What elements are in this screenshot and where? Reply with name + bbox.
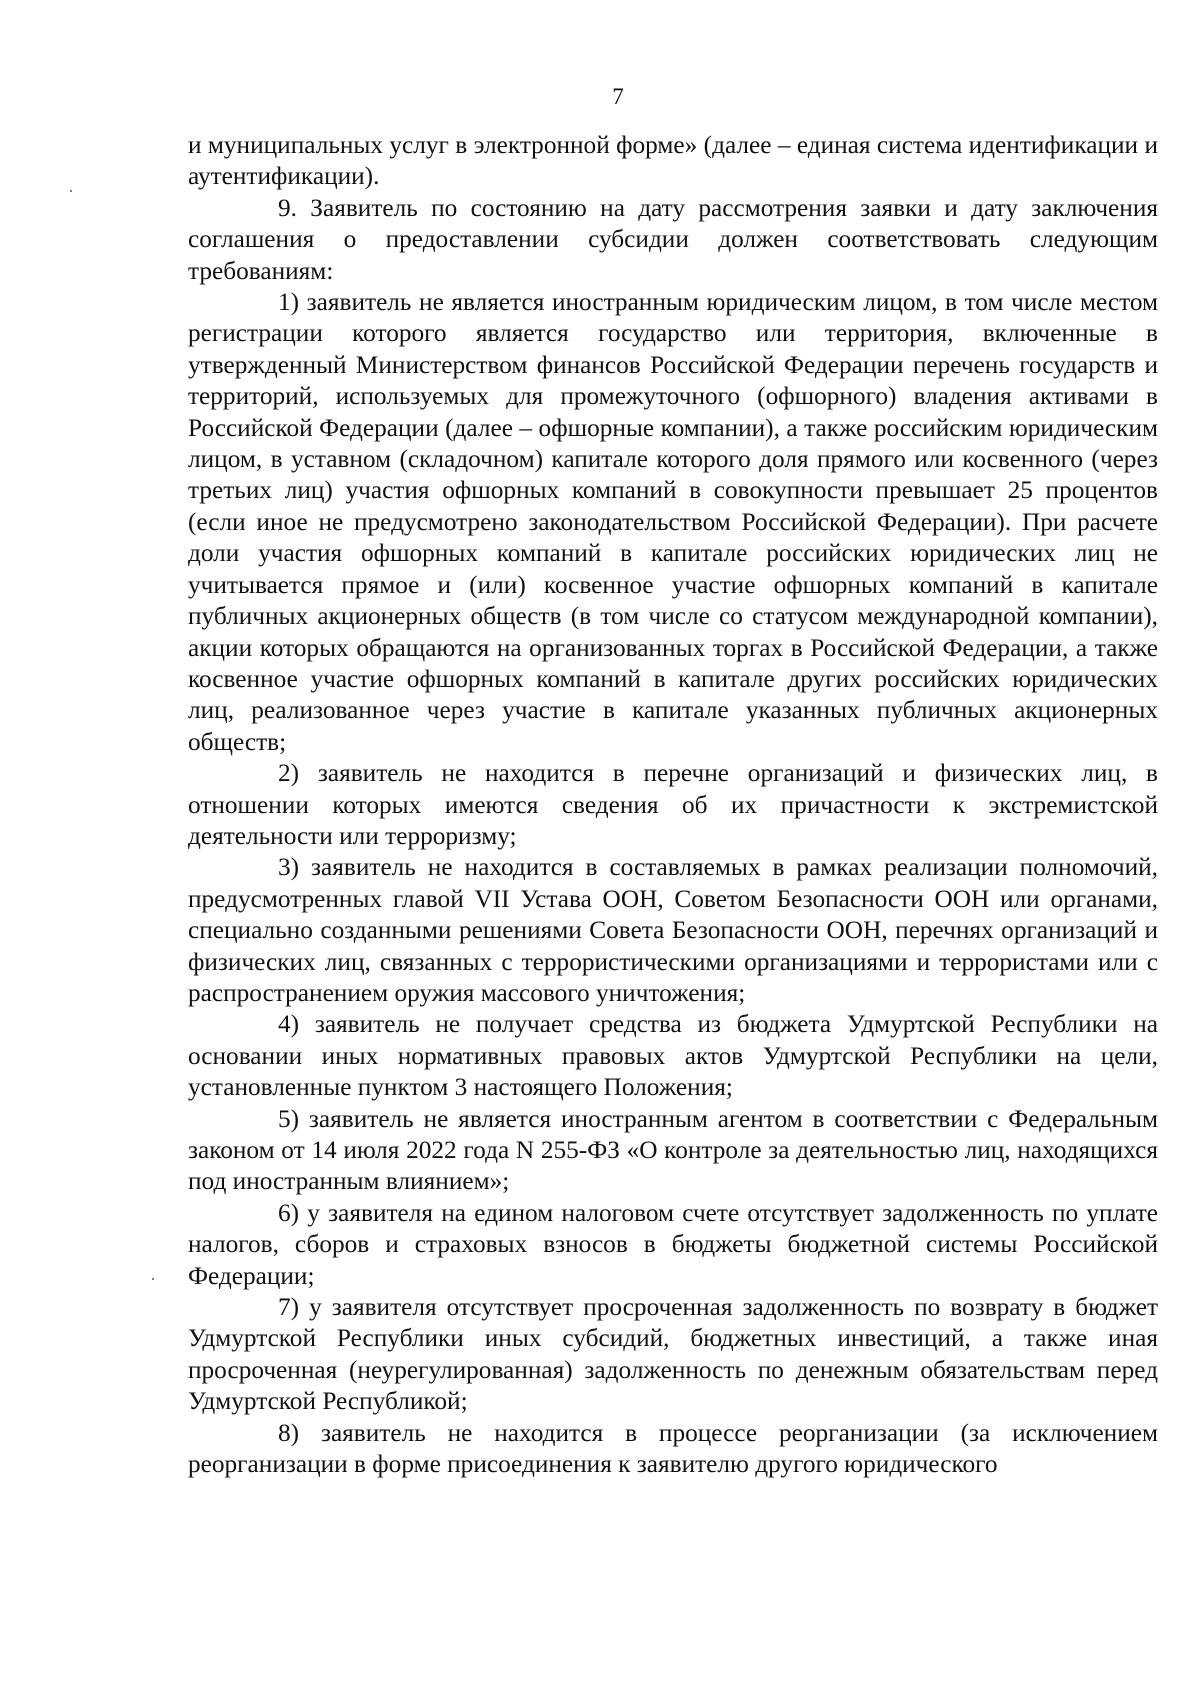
paragraph: 6) у заявителя на едином налоговом счете отсутствует задолженность по уплате налогов, сборов и страховых взносов в бюджеты бюджетной системы Российской Федерации;: [188, 1198, 1158, 1290]
paragraph: и муниципальных услуг в электронной форме» (далее – единая система идентификации и аутентификации).: [188, 131, 1158, 191]
paragraph: 4) заявитель не получает средства из бюджета Удмуртской Республики на основании иных нормативных правовых актов Удмуртской Республики на цели, установленные пунктом 3 настоящего Положения;: [188, 1010, 1158, 1102]
page-number: 7: [612, 84, 624, 109]
paragraph: 3) заявитель не находится в составляемых в рамках реализации полномочий, предусмотренных главой VII Устава ООН, Советом Безопасности ООН или органами, специально созданными решениями Совета Безопасности ООН, перечнях организаций и физических лиц, связанных с террористическими организациями и террористами или с распространением оружия массового уничтожения;: [188, 853, 1158, 1007]
paragraph: 7) у заявителя отсутствует просроченная задолженность по возврату в бюджет Удмуртской Республики иных субсидий, бюджетных инвестиций, а также иная просроченная (неурегулированная) задолженность по денежным обязательствам перед Удмуртской Республикой;: [188, 1293, 1158, 1416]
paragraph: 8) заявитель не находится в процессе реорганизации (за исключением реорганизации в форме присоединения к заявителю другого юридического: [188, 1418, 1158, 1479]
scan-speck: [70, 190, 72, 192]
paragraph: 9. Заявитель по состоянию на дату рассмотрения заявки и дату заключения соглашения о предоставлении субсидии должен соответствовать следующим требованиям:: [188, 193, 1158, 285]
paragraph: 1) заявитель не является иностранным юридическим лицом, в том числе местом регистрации которого является государство или территория, включенные в утвержденный Министерством финансов Российской Федерации перечень государств и территорий, используемых для промежуточного (офшорного) владения активами в Российской Федерации (далее – офшорные компании), а также российским юридическим лицом, в уставном (складочном) капитале которого доля прямого или косвенного (через третьих лиц) участия офшорных компаний в совокупности превышает 25 процентов (если иное не предусмотрено законодательством Российской Федерации). При расчете доли участия офшорных компаний в капитале российских юридических лиц не учитывается прямое и (или) косвенное участие офшорных компаний в капитале публичных акционерных обществ (в том числе со статусом международной компании), акции которых обращаются на организованных торгах в Российской Федерации, а также косвенное участие офшорных компаний в капитале других российских юридических лиц, реализованное через участие в капитале указанных публичных акционерных обществ;: [188, 288, 1158, 756]
paragraph: 2) заявитель не находится в перечне организаций и физических лиц, в отношении которых имеются сведения об их причастности к экстремистской деятельности или терроризму;: [188, 759, 1158, 850]
scan-speck: [152, 1278, 154, 1280]
paragraph: 5) заявитель не является иностранным агентом в соответствии с Федеральным законом от 14 июля 2022 года N 255-ФЗ «О контроле за деятельностью лиц, находящихся под иностранным влиянием»;: [188, 1104, 1158, 1196]
document-body: [188, 130, 1158, 1480]
